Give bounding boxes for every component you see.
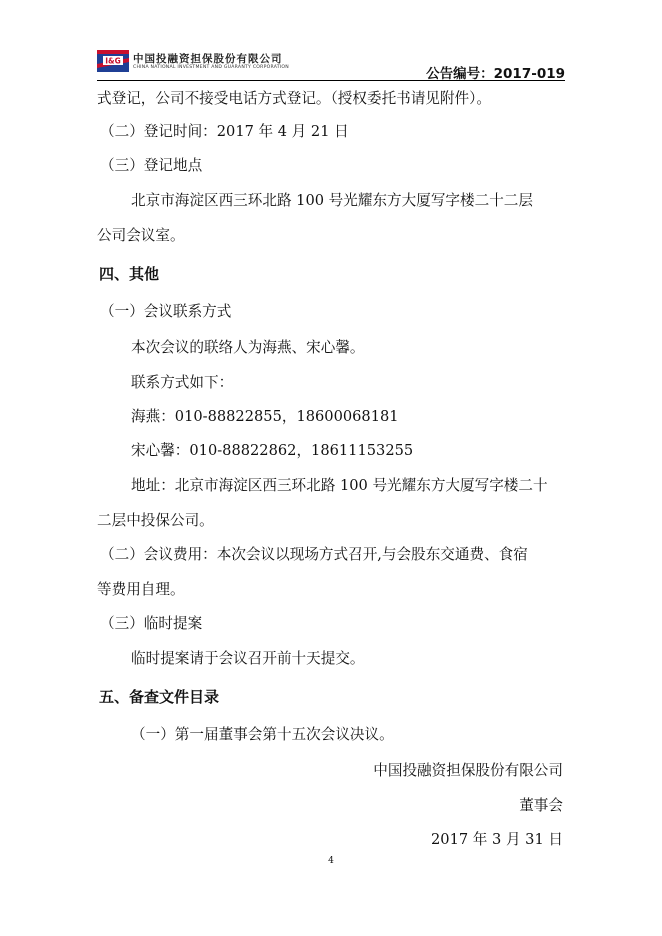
body-line: 宋心馨：010-88822862，18611153255 <box>131 442 414 459</box>
signature-date: 2017 年 3 月 31 日 <box>431 831 563 848</box>
body-line: （二）会议费用：本次会议以现场方式召开,与会股东交通费、食宿 <box>100 546 528 563</box>
body-line: 式登记，公司不接受电话方式登记。（授权委托书请见附件）。 <box>97 90 492 107</box>
company-name-en: CHINA NATIONAL INVESTMENT AND GUARANTY CORPORATION <box>133 65 289 70</box>
body-line: 公司会议室。 <box>97 227 185 244</box>
body-line: （一）会议联系方式 <box>100 303 232 320</box>
body-line: 等费用自理。 <box>97 581 185 598</box>
logo-text: I&G <box>105 56 121 66</box>
header-divider <box>97 80 565 81</box>
body-line: 联系方式如下： <box>131 374 234 391</box>
body-line: 北京市海淀区西三环北路 100 号光耀东方大厦写字楼二十二层 <box>131 192 533 209</box>
body-line: 本次会议的联络人为海燕、宋心馨。 <box>131 339 365 356</box>
body-line: （三）登记地点 <box>100 157 203 174</box>
body-line: 二层中投保公司。 <box>97 512 214 529</box>
company-logo-icon <box>97 50 129 72</box>
body-line: 临时提案请于会议召开前十天提交。 <box>131 650 365 667</box>
body-line: （三）临时提案 <box>100 615 203 632</box>
page-header <box>97 44 565 80</box>
body-line: （一）第一届董事会第十五次会议决议。 <box>131 726 394 743</box>
body-line: 海燕：010-88822855，18600068181 <box>131 408 399 425</box>
signature-company: 中国投融资担保股份有限公司 <box>373 762 563 779</box>
section-heading: 五、备查文件目录 <box>99 688 220 706</box>
body-line: 地址：北京市海淀区西三环北路 100 号光耀东方大厦写字楼二十 <box>131 477 548 494</box>
section-heading: 四、其他 <box>99 265 160 283</box>
announcement-number: 公告编号：2017-019 <box>426 66 565 82</box>
body-line: （二）登记时间：2017 年 4 月 21 日 <box>100 123 349 140</box>
page-number: 4 <box>328 856 334 866</box>
company-name-cn: 中国投融资担保股份有限公司 <box>133 53 283 65</box>
signature-board: 董事会 <box>519 797 563 814</box>
